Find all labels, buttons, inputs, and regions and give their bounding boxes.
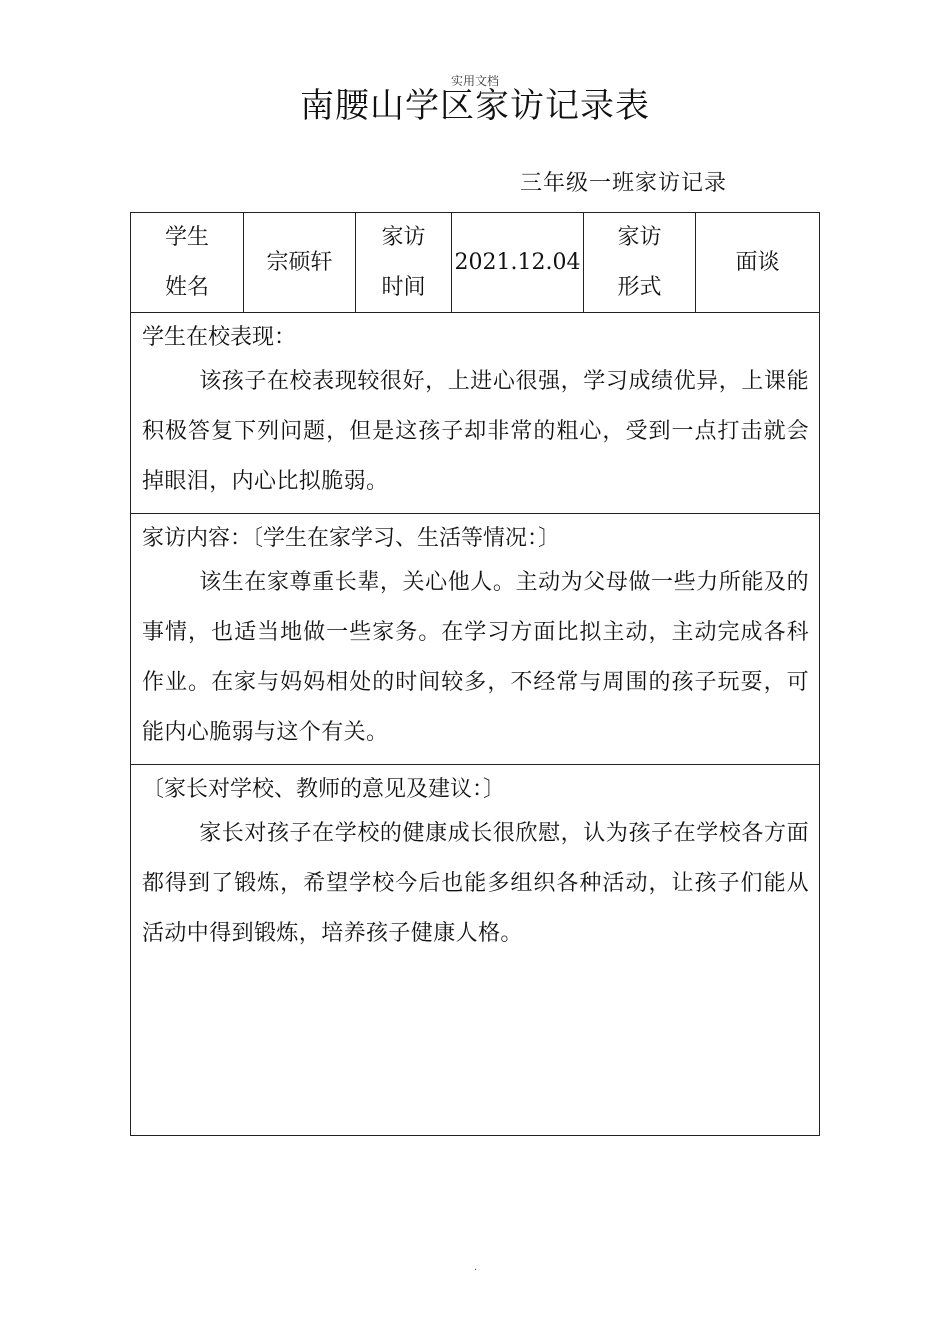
student-name-cell (244, 213, 356, 312)
visit-content-heading: 家访内容：〔学生在家学习、生活等情况：〕 (142, 526, 561, 551)
watermark-text: 实用文档 (450, 74, 499, 88)
visit-content-body: 该生在家尊重长辈，关心他人。主动为父母做一些力所能及的事情，也适当地做一些家务。在学习方面比拟主动，主动完成各科作业。在家与妈妈相处的时间较多，不经常与周围的孩子玩耍，可能内心脆弱与这个有关。 (142, 570, 809, 745)
school-performance-heading: 学生在校表现： (142, 325, 297, 350)
table-header-row (131, 213, 819, 313)
school-performance-section (131, 313, 819, 514)
student-name-value: 宗硕轩 (266, 249, 333, 275)
visit-content-section (131, 514, 819, 765)
parent-opinion-body: 家长对孩子在学校的健康成长很欣慰，认为孩子在学校各方面都得到了锻炼，希望学校今后也能多组织各种活动，让孩子们能从活动中得到锻炼，培养孩子健康人格。 (142, 821, 809, 946)
student-name-label: 学生姓名 (164, 224, 209, 300)
visit-time-value: 2021.12.04 (454, 249, 581, 275)
student-name-label-cell (131, 213, 244, 312)
visit-record-table (130, 212, 820, 1136)
parent-opinion-heading: 〔家长对学校、教师的意见及建议：〕 (142, 777, 506, 802)
school-performance-body: 该孩子在校表现较很好，上进心很强，学习成绩优异，上课能积极答复下列问题，但是这孩子却非常的粗心，受到一点打击就会掉眼泪，内心比拟脆弱。 (142, 369, 809, 494)
class-subtitle: 三年级一班家访记录 (520, 171, 728, 196)
visit-form-label-cell (584, 213, 696, 312)
visit-time-label: 家访时间 (381, 224, 426, 300)
visit-form-label: 家访形式 (617, 224, 662, 300)
parent-opinion-section (131, 765, 819, 1135)
page-title: 南腰山学区家访记录表 (300, 86, 650, 126)
visit-form-value: 面谈 (735, 249, 780, 275)
visit-time-cell (452, 213, 584, 312)
visit-time-label-cell (356, 213, 452, 312)
visit-form-cell (696, 213, 819, 312)
footer-mark: . (474, 1262, 478, 1273)
